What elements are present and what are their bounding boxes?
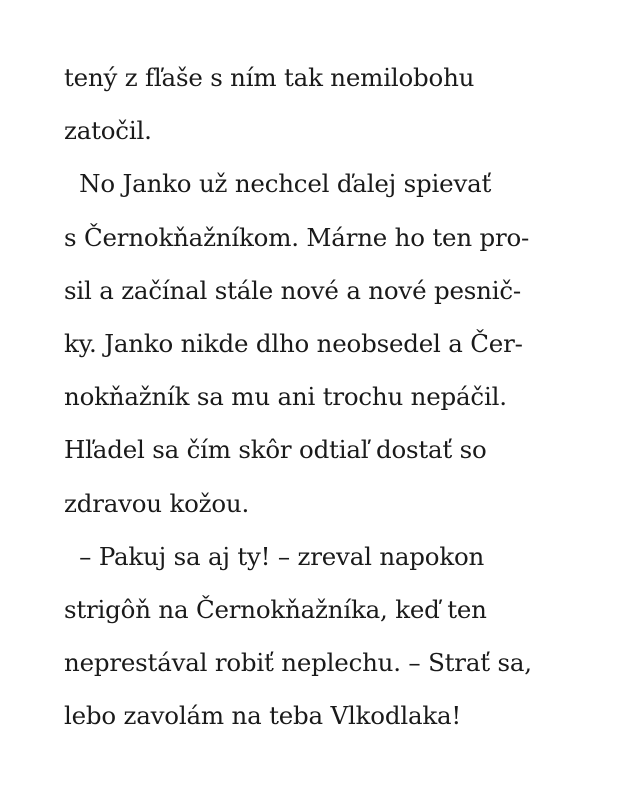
text-line: zatočil. (64, 116, 152, 146)
text-line: ky. Janko nikde dlho neobsedel a Čer- (64, 329, 523, 359)
text-line: strigôň na Černokňažníka, keď ten (64, 595, 487, 625)
text-line: tený z fľaše s ním tak nemilobohu (64, 63, 475, 92)
text-line: nokňažník sa mu ani trochu nepáčil. (64, 382, 507, 412)
text-line: neprestával robiť neplechu. – Strať sa, (64, 648, 532, 678)
text-line: sil a začínal stále nové a nové pesnič- (64, 275, 521, 305)
text-line: Hľadel sa čím skôr odtiaľ dostať so (64, 435, 487, 465)
text-line: lebo zavolám na teba Vlkodlaka! (64, 701, 462, 731)
text-line: s Černokňažníkom. Márne ho ten pro- (64, 222, 530, 252)
story-text (64, 51, 584, 743)
text-line: No Janko už nechcel ďalej spievať (64, 169, 492, 199)
text-line: – Pakuj sa aj ty! – zreval napokon (64, 541, 485, 571)
text-line: zdravou kožou. (64, 488, 250, 518)
